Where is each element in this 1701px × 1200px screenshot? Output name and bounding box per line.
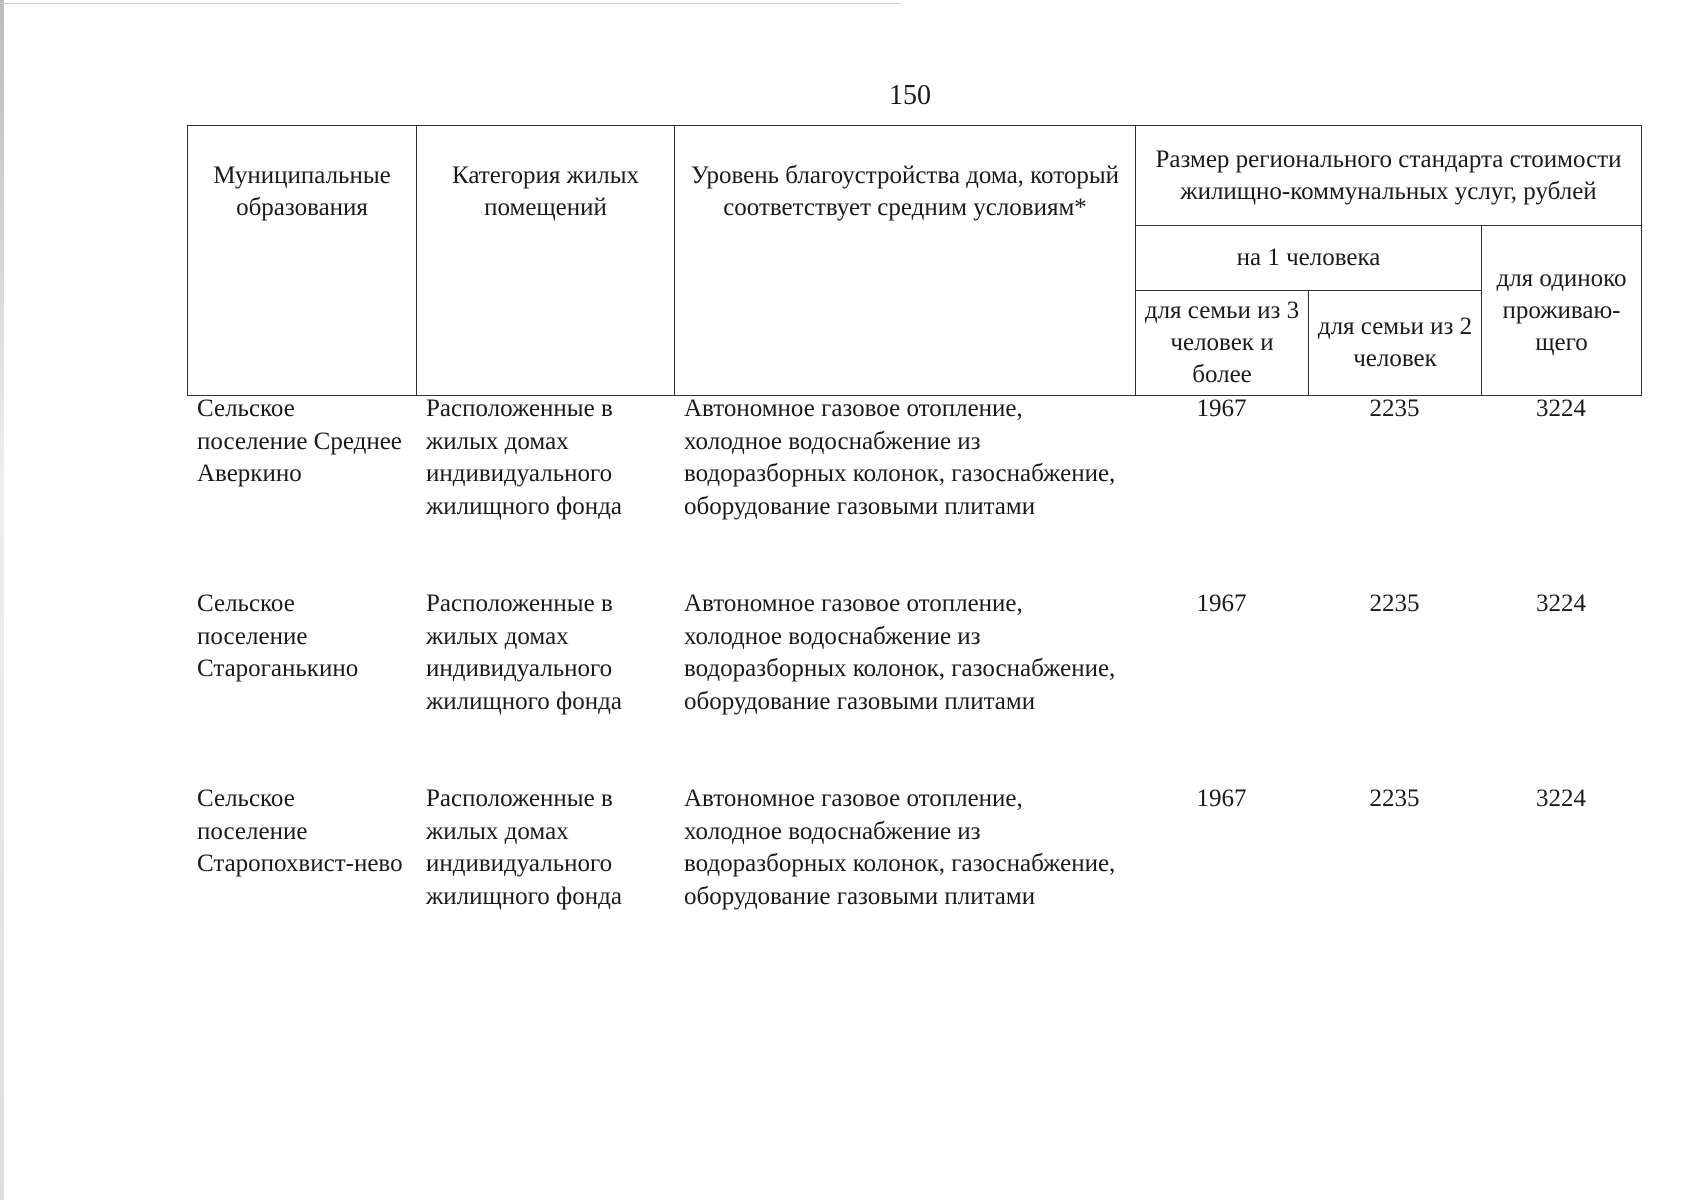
cell-single: 3224: [1536, 590, 1586, 617]
header-level-line2: соответствует средним условиям*: [723, 194, 1087, 221]
cell-family3: 1967: [1196, 395, 1247, 422]
cell-municipal: Сельское поселение Староганькино: [197, 590, 359, 682]
cell-family2: 2235: [1369, 395, 1420, 422]
header-municipal: Муниципальные образования: [188, 126, 417, 396]
header-family2: для семьи из 2 человек: [1309, 291, 1482, 396]
header-level: [675, 126, 1136, 396]
cell-category: Расположенные в жилых домах индивидуального жилищного фонда: [426, 785, 622, 910]
header-standard: Размер регионального стандарта стоимости жилищно-коммунальных услуг, рублей: [1136, 126, 1642, 226]
page-number: 150: [889, 80, 931, 111]
cell-family3: 1967: [1196, 590, 1247, 617]
table-row: [187, 783, 1641, 978]
cell-family3: 1967: [1196, 785, 1247, 812]
header-category: Категория жилых помещений: [417, 126, 675, 396]
cell-single: 3224: [1536, 395, 1586, 422]
header-family3: для семьи из 3 человек и более: [1136, 291, 1309, 396]
cell-level: Автономное газовое отопление, холодное водоснабжение из водоразборных колонок, газоснабжение, оборудование газовыми плитами: [684, 590, 1116, 715]
table-row: [187, 588, 1641, 783]
cell-municipal: Сельское поселение Старопохвист-нево: [197, 785, 403, 877]
scan-edge: [0, 0, 4, 1200]
header-single: для одиноко проживаю-щего: [1482, 226, 1642, 396]
cell-family2: 2235: [1369, 590, 1420, 617]
cell-level: Автономное газовое отопление, холодное водоснабжение из водоразборных колонок, газоснабжение, оборудование газовыми плитами: [684, 785, 1116, 910]
cell-category: Расположенные в жилых домах индивидуального жилищного фонда: [426, 590, 622, 715]
table-header: [187, 125, 1642, 396]
header-level-line1: Уровень благоустройства дома, который: [691, 162, 1119, 189]
cell-single: 3224: [1536, 785, 1586, 812]
cell-category: Расположенные в жилых домах индивидуального жилищного фонда: [426, 395, 622, 520]
table-body: [187, 393, 1641, 978]
table-row: [187, 393, 1641, 588]
cell-family2: 2235: [1369, 785, 1420, 812]
cell-level: Автономное газовое отопление, холодное водоснабжение из водоразборных колонок, газоснабжение, оборудование газовыми плитами: [684, 395, 1116, 520]
scan-top-line: [0, 3, 900, 4]
header-per-person: на 1 человека: [1136, 226, 1482, 291]
cell-municipal: Сельское поселение Среднее Аверкино: [197, 395, 402, 487]
